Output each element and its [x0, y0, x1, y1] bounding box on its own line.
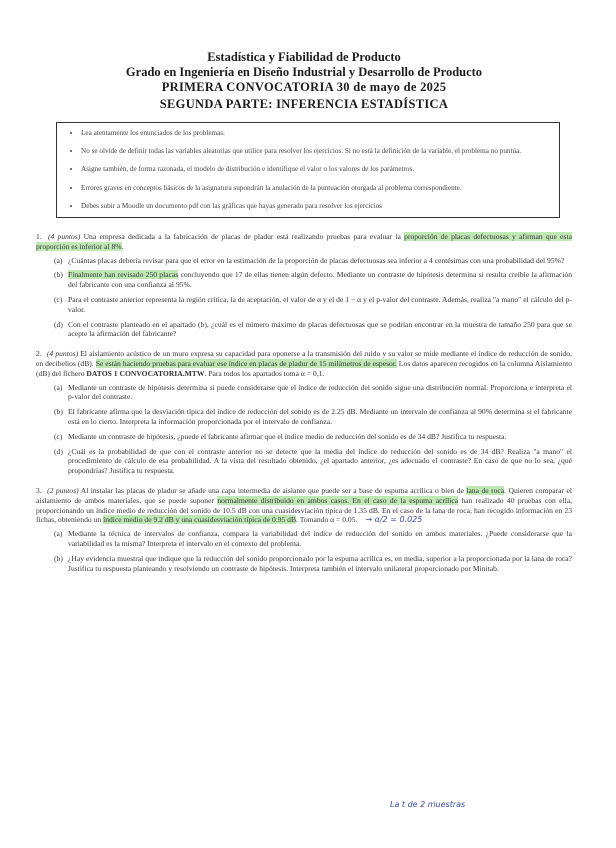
- highlight: proporción de placas defectuosas y afirman que esta proporción es inferior al 8%: [36, 232, 572, 251]
- highlight: lana de roca: [466, 485, 505, 495]
- data-file-name: DATOS 1 CONVOCATORIA.MTW: [86, 368, 205, 378]
- subquestion-b: (b) El fabricante afirma que la desviación típica del índice de reducción del sonido es de 2.25 dB. Mediante un intervalo de confianza al 90% determina si el fabricante está en lo cierto. Interpreta la información proporcionada por el intervalo de confianza.: [54, 407, 572, 426]
- subquestion-a: (a) Mediante un contraste de hipótesis determina si puede considerarse que el índice de reducción del sonido sigue una distribución normal. Proporciona e interpreta el p-valor del contraste.: [54, 382, 572, 402]
- problem-1-statement: 1. (4 puntos) Una empresa dedicada a la fabricación de placas de pladur está realizando pruebas para evaluar la proporción de placas defectuosas y afirman que esta proporción es inferior al 8%.: [36, 232, 572, 251]
- subquestion-d: (d) ¿Cuál es la probabilidad de que con el contraste anterior no se detecte que la media del índice de reducción del sonido es de 34 dB? Realiza "a mano" el procedimiento de cálculo de esa probabilidad. A la vista del resultado obtenido, ¿el apartado anterior, ¿es adecuado el contraste? En caso de que no lo sea, ¿qué propondrías? Justifica tu respuesta.: [54, 446, 572, 476]
- problem-2: [36, 349, 572, 476]
- handwritten-note: La t de 2 muestras: [390, 800, 466, 809]
- problem-3-statement: 3. (2 puntos) Al instalar las placas de pladur se añade una capa intermedia de aislante que puede ser a base de espuma acrílica o bien de lana de roca. Quieren comparar el aislamiento de ambos materiales, que se puede suponer normalmente distribuido en ambos casos. En el caso de la espuma acrílica han realizado 40 pruebas con ella, proporcionando un índice medio de reducción del sonido de 10.5 dB con una cuasidesviación típica de 1.35 dB. En el caso de la lana de roca, han recogido información en 23 fichas, obteniendo un índice medio de 9.2 dB y una cuasidesviación típica de 0.95 dB. Tomando α = 0.05. → α/2 = 0.025: [36, 485, 572, 525]
- highlight: Se están haciendo pruebas para evaluar ese índice en placas de pladur de 15 milímetros de espesor.: [95, 358, 397, 368]
- highlight: índice medio de 9.2 dB y una cuasidesviación típica de 0.95 dB: [103, 515, 297, 525]
- exam-part: SEGUNDA PARTE: INFERENCIA ESTADÍSTICA: [159, 97, 449, 111]
- instructions-box: [56, 122, 560, 218]
- subquestion-c: (c) Para el contraste anterior representa la región crítica, la de aceptación, el valor de α y el de 1 − α y el p-valor del contraste. Además, realiza "a mano" el cálculo del p-valor.: [54, 295, 572, 314]
- exam-header: [36, 50, 572, 112]
- instruction-item: • Lea atentamente los enunciados de los problemas.: [81, 129, 551, 138]
- subquestion-a: (a) Mediante la técnica de intervalos de confianza, compara la variabilidad del índice de reducción del sonido en ambos materiales. ¿Puede considerarse que la variabilidad es la misma? Interpreta el intervalo en el contexto del problema.: [54, 529, 572, 548]
- subquestion-b: (b) Finalmente han revisado 250 placas concluyendo que 17 de ellas tienen algún defecto. Mediante un contraste de hipótesis determina si resulta creíble la afirmación del fabricante con una confianza al 95%.: [54, 270, 573, 290]
- instruction-item: • No se olvide de definir todas las variables aleatorias que utilice para resolver los ejercicios. Si no está la definición de la variable, el problema no puntúa.: [81, 147, 551, 156]
- degree-title: Grado en Ingeniería en Diseño Industrial y Desarrollo de Producto: [125, 65, 483, 79]
- problem-2-statement: 2. (4 puntos) El aislamiento acústico de un muro expresa su capacidad para oponerse a la transmisión del ruido y su valor se mide mediante el índice de reducción de sonido, en decibelios (dB). Se están haciendo pruebas para evaluar ese índice en placas de pladur de 15 milímetros de espesor. Los datos aparecen recogidos en la columna Aislamiento (dB) del fichero DATOS 1 CONVOCATORIA.MTW. Para todos los apartados toma α = 0,1.: [36, 349, 573, 378]
- problem-3: [36, 486, 572, 573]
- instruction-item: • Asigne también, de forma razonada, el modelo de distribución e identifique el valor o los valores de los parámetros.: [81, 165, 551, 174]
- subquestion-b: (b) ¿Hay evidencia muestral que indique que la reducción del sonido proporcionado por la espuma acrílica es, en media, superior a la proporcionada por la lana de roca? Justifica tu respuesta planteando y resolviendo un contraste de hipótesis. Interpreta también el intervalo unilateral proporcionado por Minitab.: [54, 553, 572, 573]
- course-title: Estadística y Fiabilidad de Producto: [207, 50, 401, 64]
- highlight: Finalmente han revisado 250 placas: [68, 270, 179, 280]
- instruction-item: • Debes subir a Moodle un documento pdf con las gráficas que hayas generado para resolver los ejercicios: [81, 202, 551, 211]
- highlight: normalmente distribuido en ambos casos. En el caso de la espuma acrílica: [217, 495, 459, 505]
- handwritten-note: → α/2 = 0.025: [365, 515, 423, 525]
- problem-1: [36, 232, 572, 339]
- subquestion-c: (c) Mediante un contraste de hipótesis, ¿puede el fabricante afirmar que el índice medio de reducción del sonido es de 34 dB? Justifica tu respuesta.: [54, 431, 507, 441]
- subquestion-d: (d) Con el contraste planteado en el apartado (b), ¿cuál es el número máximo de placas defectuosas que se podrían encontrar en la muestra de tamaño 250 para que se acepte la afirmación del fabricante?: [54, 319, 572, 339]
- problems: [36, 232, 572, 573]
- instruction-item: • Errores graves en conceptos básicos de la asignatura supondrán la anulación de la puntuación otorgada al problema correspondiente.: [81, 184, 551, 193]
- subquestion-a: (a) ¿Cuántas placas debería revisar para que el error en la estimación de la proporción de placas defectuosas sea inferior a 4 centésimas con una probabilidad del 95%?: [54, 255, 565, 265]
- exam-session: PRIMERA CONVOCATORIA 30 de mayo de 2025: [161, 80, 447, 94]
